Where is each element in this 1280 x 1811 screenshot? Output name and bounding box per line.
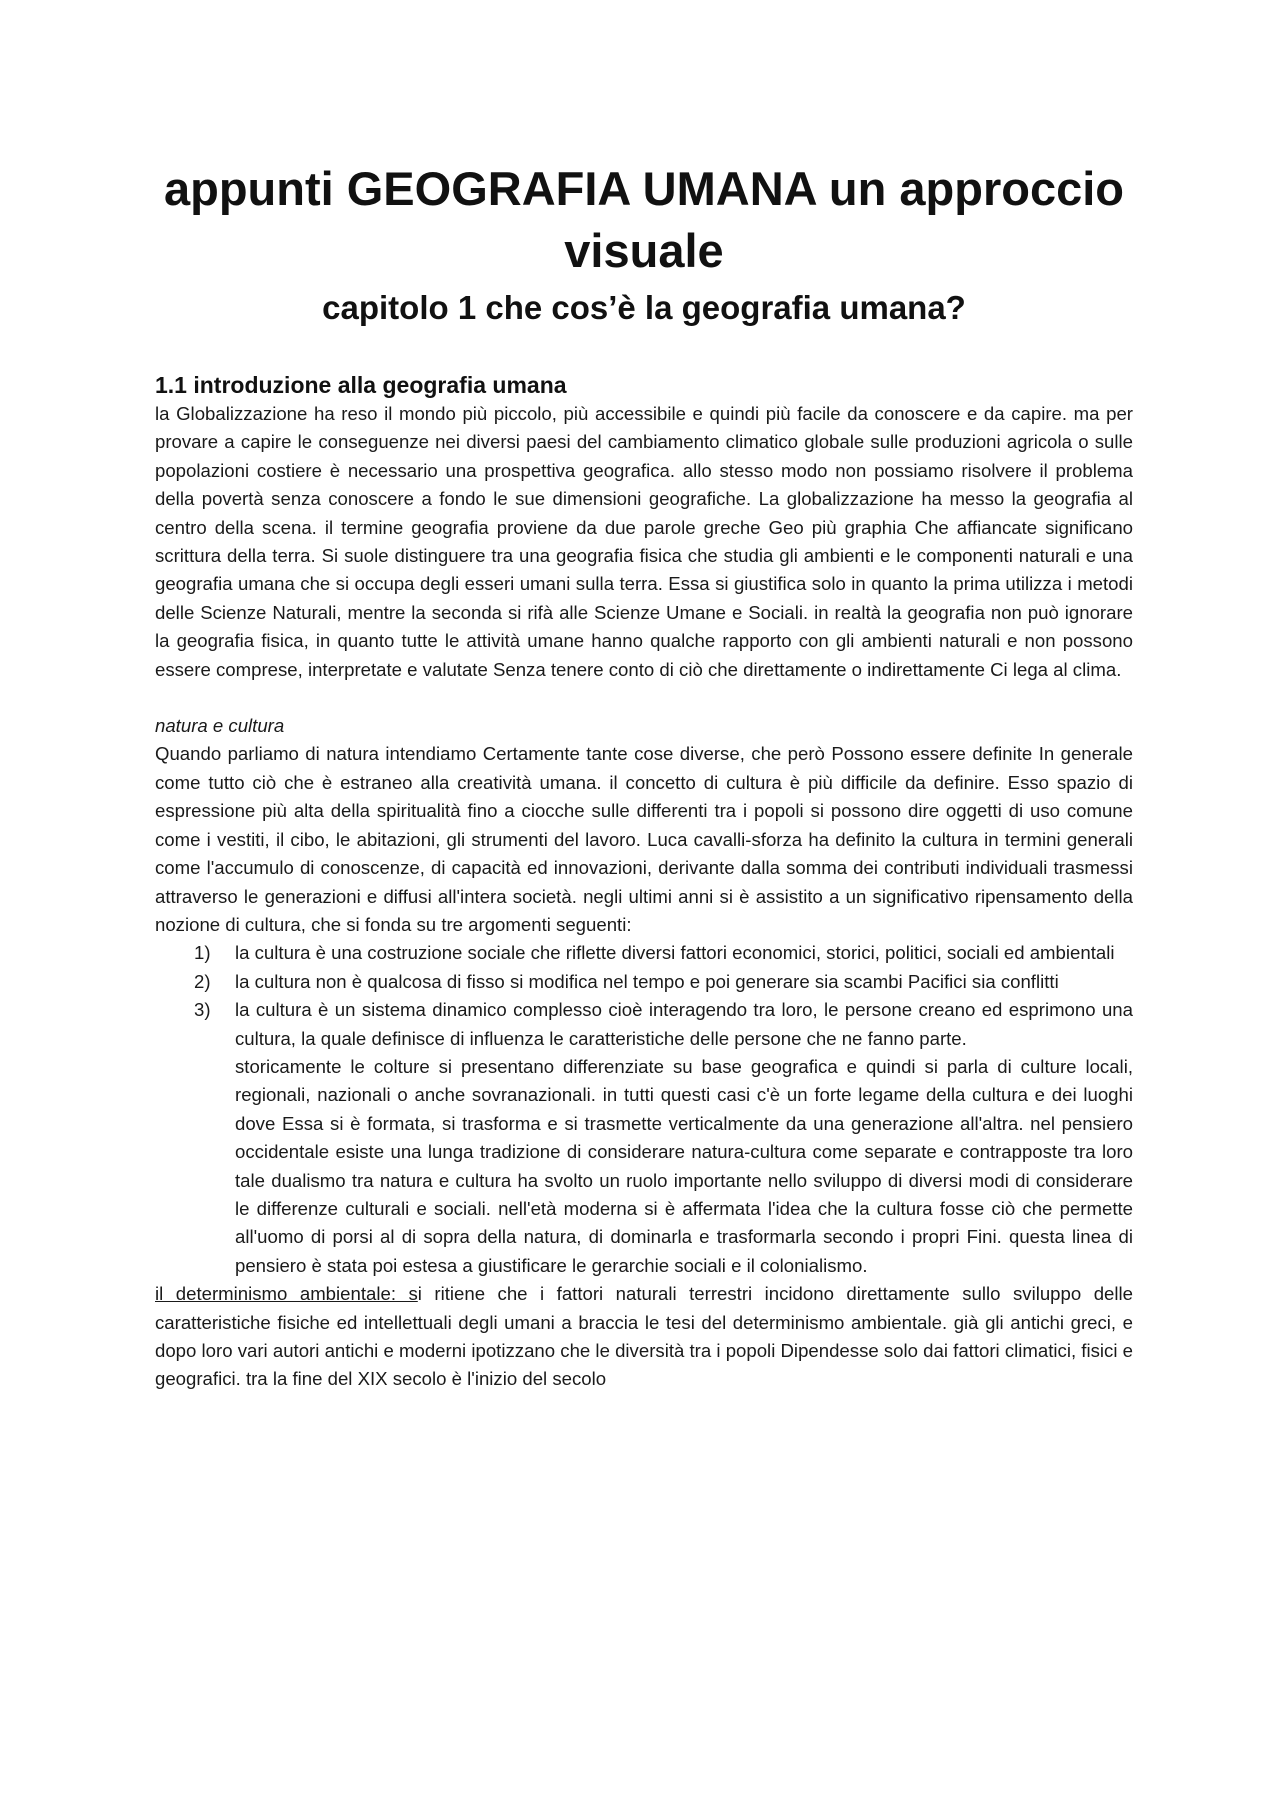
section-heading-natura-cultura: natura e cultura	[155, 715, 285, 737]
list-item-number: 1)	[194, 942, 211, 964]
paragraph-determinismo	[155, 1280, 1133, 1394]
list-item-text: la cultura è una costruzione sociale che riflette diversi fattori economici, storici, politici, sociali ed ambientali	[235, 942, 1115, 964]
list-item-text: la cultura è un sistema dinamico complesso cioè interagendo tra loro, le persone creano ed esprimono una cultura, la quale definisce di influenza le caratteristiche delle persone che ne fanno parte.	[235, 999, 1133, 1049]
list-item	[155, 968, 1133, 996]
paragraph-determinismo-text: i ritiene che i fattori naturali terrestri incidono direttamente sullo sviluppo delle caratteristiche fisiche ed intellettuali degli umani a braccia le tesi del determinismo ambientale. già gli antichi greci, e dopo loro vari autori antichi e moderni ipotizzano che le diversità tra i popoli Dipendesse solo dai fattori climatici, fisici e geografici. tra la fine del XIX secolo è l'inizio del secolo	[155, 1283, 1133, 1390]
document-content	[155, 158, 1133, 1394]
chapter-subtitle: capitolo 1 che cos’è la geografia umana?	[322, 289, 966, 326]
term-determinismo-ambientale: il determinismo ambientale: s	[155, 1283, 418, 1305]
section-heading-introduzione: 1.1 introduzione alla geografia umana	[155, 372, 567, 398]
paragraph-introduzione: la Globalizzazione ha reso il mondo più piccolo, più accessibile e quindi più facile da conoscere e da capire. ma per provare a capire le conseguenze nei diversi paesi del cambiamento climatico globale sulle produzioni agricola o sulle popolazioni costiere è necessario una prospettiva geografica. allo stesso modo non possiamo risolvere il problema della povertà senza conoscere a fondo le sue dimensioni geografiche. La globalizzazione ha messo la geografia al centro della scena. il termine geografia proviene da due parole greche Geo più graphia Che affiancate significano scrittura della terra. Si suole distinguere tra una geografia fisica che studia gli ambienti e le componenti naturali e una geografia umana che si occupa degli esseri umani sulla terra. Essa si giustifica solo in quanto la prima utilizza i metodi delle Scienze Naturali, mentre la seconda si rifà alle Scienze Umane e Sociali. in realtà la geografia non può ignorare la geografia fisica, in quanto tutte le attività umane hanno qualche rapporto con gli ambienti naturali e non possono essere comprese, interpretate e valutate Senza tenere conto di ciò che direttamente o indirettamente Ci lega al clima.	[155, 403, 1133, 680]
paragraph-storicamente: storicamente le colture si presentano differenziate su base geografica e quindi si parla di culture locali, regionali, nazionali o anche sovranazionali. in tutti questi casi c'è un forte legame della cultura e dei luoghi dove Essa si è formata, si trasforma e si trasmette verticalmente da una generazione all'altra. nel pensiero occidentale esiste una lunga tradizione di considerare natura-cultura come separate e contrapposte tra loro tale dualismo tra natura e cultura ha svolto un ruolo importante nello sviluppo di diversi modi di considerare le differenze culturali e sociali. nell'età moderna si è affermata l'idea che la cultura fosse ciò che permette all'uomo di porsi al di sopra della natura, di dominarla e trasformarla secondo i propri Fini. questa linea di pensiero è stata poi estesa a giustificare le gerarchie sociali e il colonialismo.	[235, 1055, 1133, 1276]
numbered-list	[155, 939, 1133, 1053]
paragraph-spacer	[155, 684, 1133, 712]
list-item-text: la cultura non è qualcosa di fisso si modifica nel tempo e poi generare sia scambi Pacifici sia conflitti	[235, 970, 1059, 992]
list-item	[155, 996, 1133, 1053]
page-title: appunti GEOGRAFIA UMANA un approccio visuale	[164, 162, 1124, 277]
list-item-number: 2)	[194, 970, 211, 992]
list-item-number: 3)	[194, 999, 211, 1021]
list-item	[155, 939, 1133, 967]
paragraph-natura-cultura: Quando parliamo di natura intendiamo Certamente tante cose diverse, che però Possono essere definite In generale come tutto ciò che è estraneo alla creatività umana. il concetto di cultura è più difficile da definire. Esso spazio di espressione più alta della spiritualità fino a ciocche sulle differenti tra i popoli si possono dire oggetti di uso comune come i vestiti, il cibo, le abitazioni, gli strumenti del lavoro. Luca cavalli-sforza ha definito la cultura in termini generali come l'accumulo di conoscenze, di capacità ed innovazioni, derivante dalla somma dei contributi individuali trasmessi attraverso le generazioni e diffusi all'intera società. negli ultimi anni si è assistito a un significativo ripensamento della nozione di cultura, che si fonda su tre argomenti seguenti:	[155, 743, 1133, 935]
